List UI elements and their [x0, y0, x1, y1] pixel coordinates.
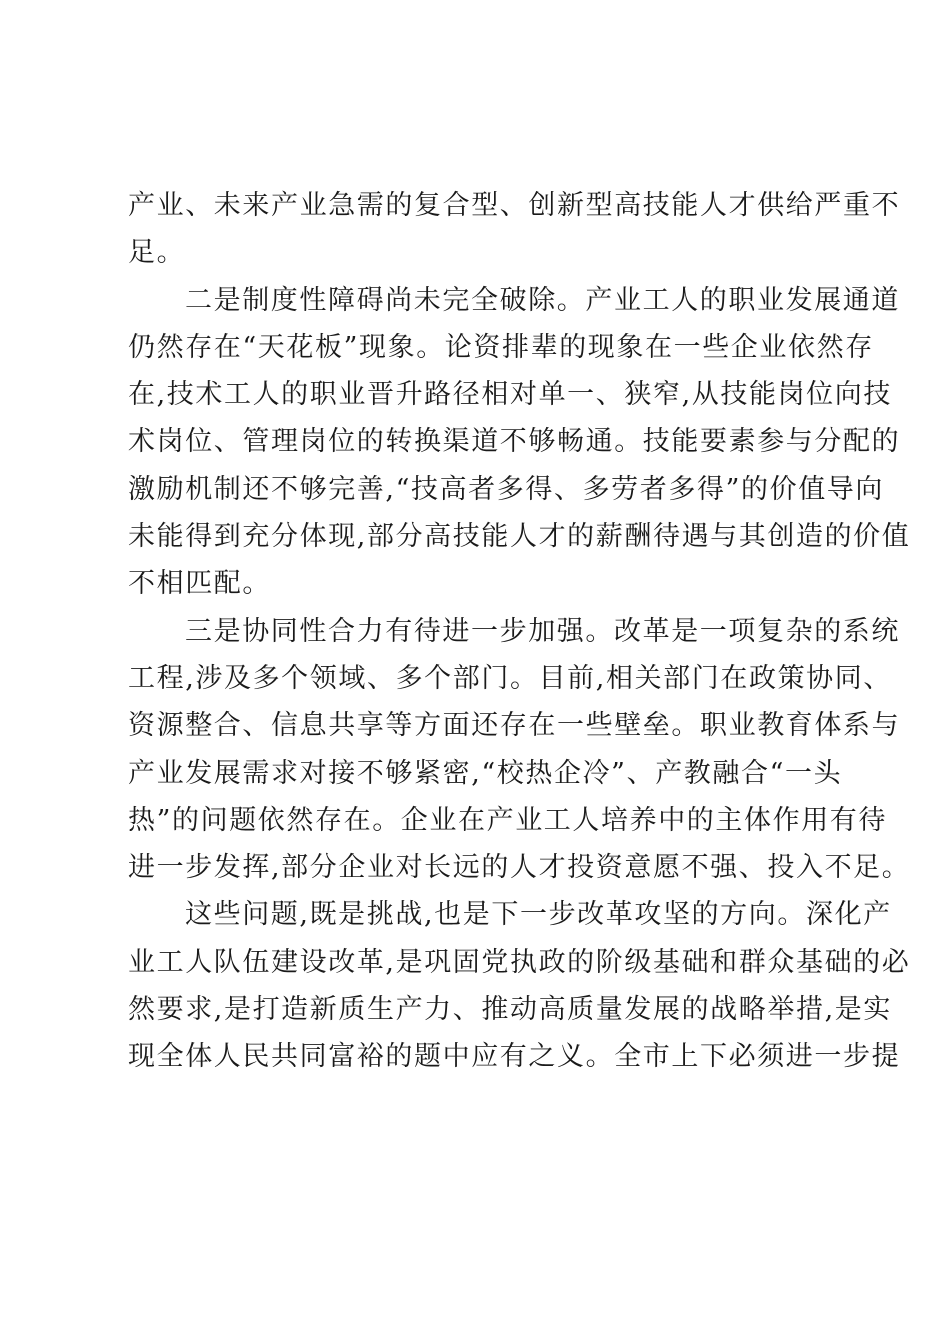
text-line: 在,技术工人的职业晋升路径相对单一、狭窄,从技能岗位向技	[128, 379, 892, 411]
text-line: 术岗位、管理岗位的转换渠道不够畅通。技能要素参与分配的	[128, 426, 901, 458]
document-body	[128, 182, 911, 1081]
paragraph-continuation	[128, 182, 901, 277]
text-line: 业工人队伍建设改革,是巩固党执政的阶级基础和群众基础的必	[128, 946, 911, 978]
text-line: 热”的问题依然存在。企业在产业工人培养中的主体作用有待	[128, 804, 888, 836]
text-line: 这些问题,既是挑战,也是下一步改革攻坚的方向。深化产	[185, 899, 892, 931]
text-line: 三是协同性合力有待进一步加强。改革是一项复杂的系统	[185, 615, 900, 647]
paragraph-coordination	[128, 608, 911, 892]
text-line: 产业发展需求对接不够紧密,“校热企冷”、产教融合“一头	[128, 757, 843, 789]
text-line: 二是制度性障碍尚未完全破除。产业工人的职业发展通道	[185, 284, 900, 316]
text-line: 工程,涉及多个领域、多个部门。目前,相关部门在政策协同、	[128, 662, 892, 694]
text-line: 仍然存在“天花板”现象。论资排辈的现象在一些企业依然存	[128, 331, 874, 363]
text-line: 现全体人民共同富裕的题中应有之义。全市上下必须进一步提	[128, 1041, 901, 1073]
text-line: 资源整合、信息共享等方面还存在一些壁垒。职业教育体系与	[128, 710, 901, 742]
text-line: 产业、未来产业急需的复合型、创新型高技能人才供给严重不	[128, 190, 901, 221]
text-line: 激励机制还不够完善,“技高者多得、多劳者多得”的价值导向	[128, 473, 884, 505]
paragraph-institutional-barriers	[128, 277, 911, 608]
text-line: 不相匹配。	[128, 568, 271, 600]
text-line: 未能得到充分体现,部分高技能人才的薪酬待遇与其创造的价值	[128, 521, 911, 553]
text-line: 足。	[128, 237, 186, 269]
text-line: 进一步发挥,部分企业对长远的人才投资意愿不强、投入不足。	[128, 852, 911, 884]
paragraph-conclusion	[128, 891, 911, 1080]
text-line: 然要求,是打造新质生产力、推动高质量发展的战略举措,是实	[128, 994, 892, 1026]
